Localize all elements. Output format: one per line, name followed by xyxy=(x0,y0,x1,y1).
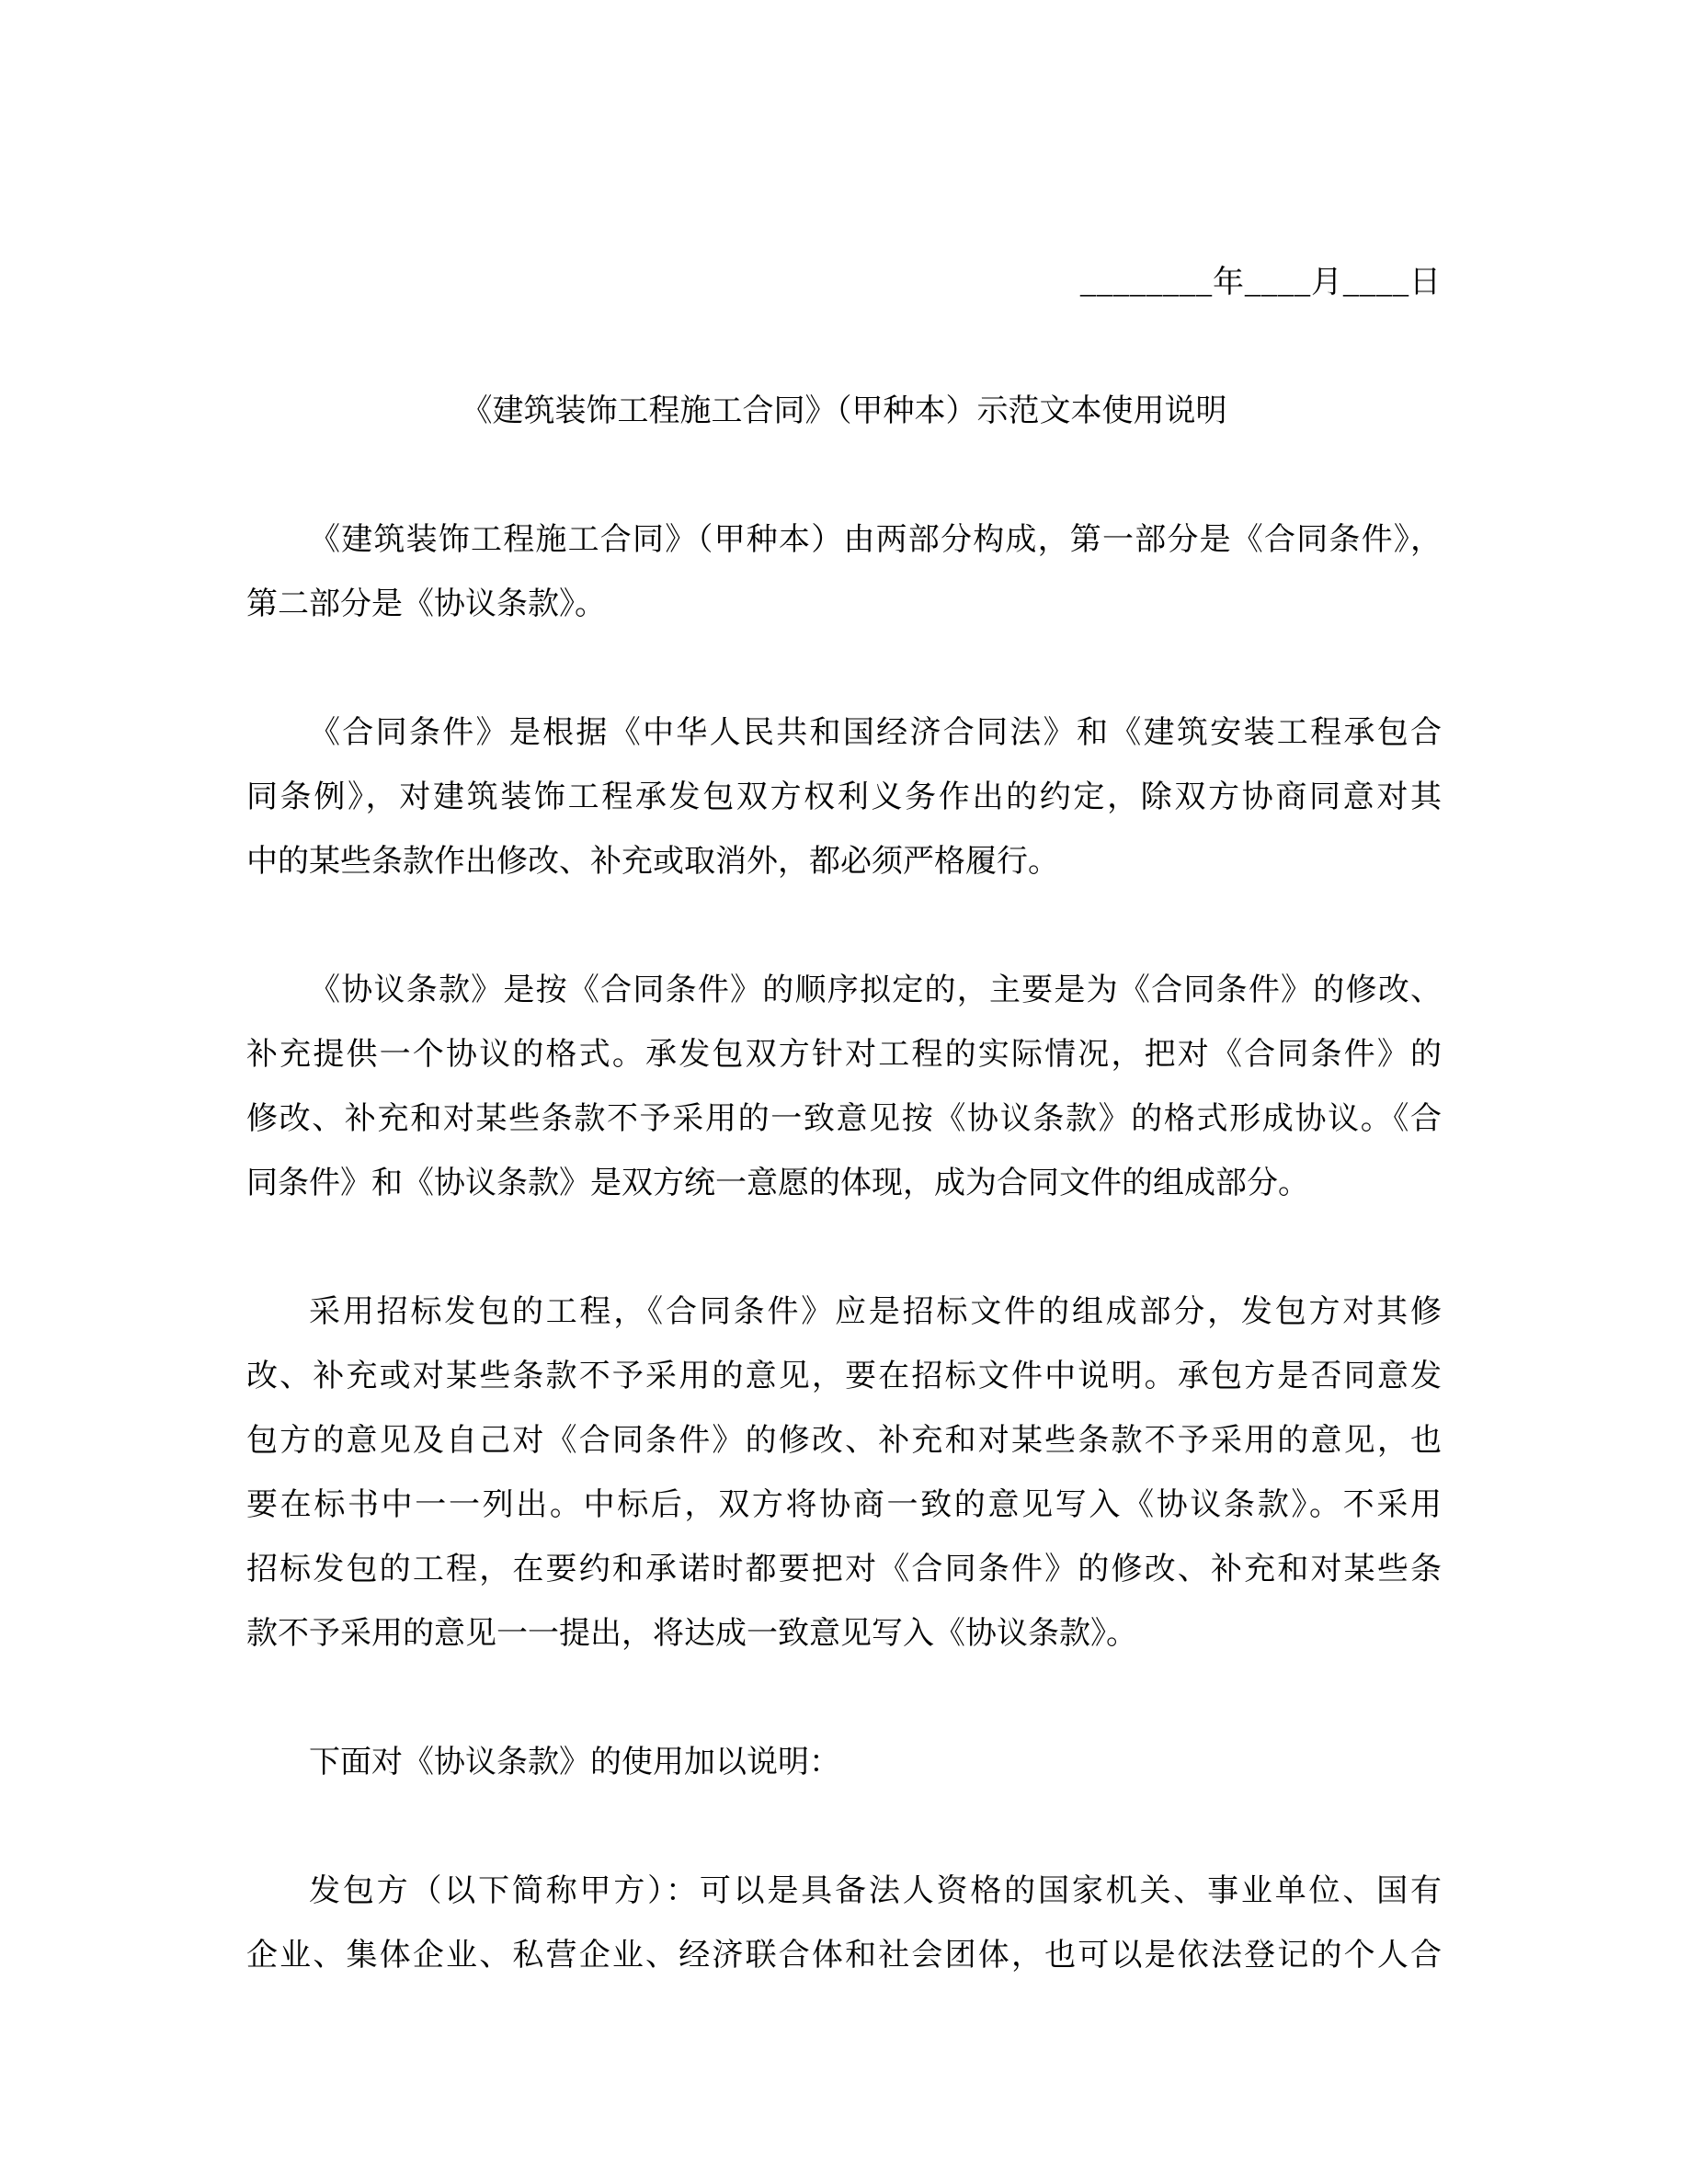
paragraph-line: 中的某些条款作出修改、补充或取消外，都必须严格履行。 xyxy=(246,845,1059,879)
paragraph xyxy=(246,701,1442,894)
paragraph-line: 《合同条件》是根据《中华人民共和国经济合同法》和《建筑安装工程承包合 xyxy=(309,716,1442,750)
paragraph xyxy=(246,1860,1442,1988)
paragraph-line: 企业、集体企业、私营企业、经济联合体和社会团体，也可以是依法登记的个人合 xyxy=(246,1939,1442,1973)
document-body xyxy=(246,508,1442,1988)
paragraph-line: 招标发包的工程，在要约和承诺时都要把对《合同条件》的修改、补充和对某些条 xyxy=(246,1553,1442,1587)
paragraph-line: 同条例》，对建筑装饰工程承发包双方权利义务作出的约定，除双方协商同意对其 xyxy=(246,780,1442,814)
date-blank-line: ________年____月____日 xyxy=(1080,266,1442,300)
paragraph-line: 修改、补充和对某些条款不予采用的一致意见按《协议条款》的格式形成协议。《合 xyxy=(246,1102,1442,1136)
paragraph-line: 发包方（以下简称甲方）：可以是具备法人资格的国家机关、事业单位、国有 xyxy=(309,1874,1442,1908)
paragraph-line: 第二部分是《协议条款》。 xyxy=(246,587,606,621)
paragraph-line: 《协议条款》是按《合同条件》的顺序拟定的，主要是为《合同条件》的修改、 xyxy=(309,973,1442,1007)
document-content xyxy=(246,251,1442,1988)
paragraph-line: 款不予采用的意见一一提出，将达成一致意见写入《协议条款》。 xyxy=(246,1617,1137,1651)
paragraph-line: 改、补充或对某些条款不予采用的意见，要在招标文件中说明。承包方是否同意发 xyxy=(246,1359,1442,1393)
paragraph-line: 补充提供一个协议的格式。承发包双方针对工程的实际情况，把对《合同条件》的 xyxy=(246,1038,1442,1072)
paragraph xyxy=(246,508,1442,637)
paragraph-line: 《建筑装饰工程施工合同》（甲种本）由两部分构成，第一部分是《合同条件》， xyxy=(309,523,1442,557)
paragraph-line: 采用招标发包的工程，《合同条件》应是招标文件的组成部分，发包方对其修 xyxy=(309,1295,1442,1329)
paragraph-line: 下面对《协议条款》的使用加以说明： xyxy=(309,1746,840,1780)
document-title: 《建筑装饰工程施工合同》（甲种本）示范文本使用说明 xyxy=(461,394,1227,428)
paragraph-line: 同条件》和《协议条款》是双方统一意愿的体现，成为合同文件的组成部分。 xyxy=(246,1166,1309,1200)
paragraph-line: 要在标书中一一列出。中标后，双方将协商一致的意见写入《协议条款》。不采用 xyxy=(246,1488,1442,1522)
paragraph xyxy=(246,1280,1442,1666)
paragraph xyxy=(246,1731,1442,1795)
paragraph xyxy=(246,959,1442,1216)
paragraph-line: 包方的意见及自己对《合同条件》的修改、补充和对某些条款不予采用的意见，也 xyxy=(246,1424,1442,1458)
